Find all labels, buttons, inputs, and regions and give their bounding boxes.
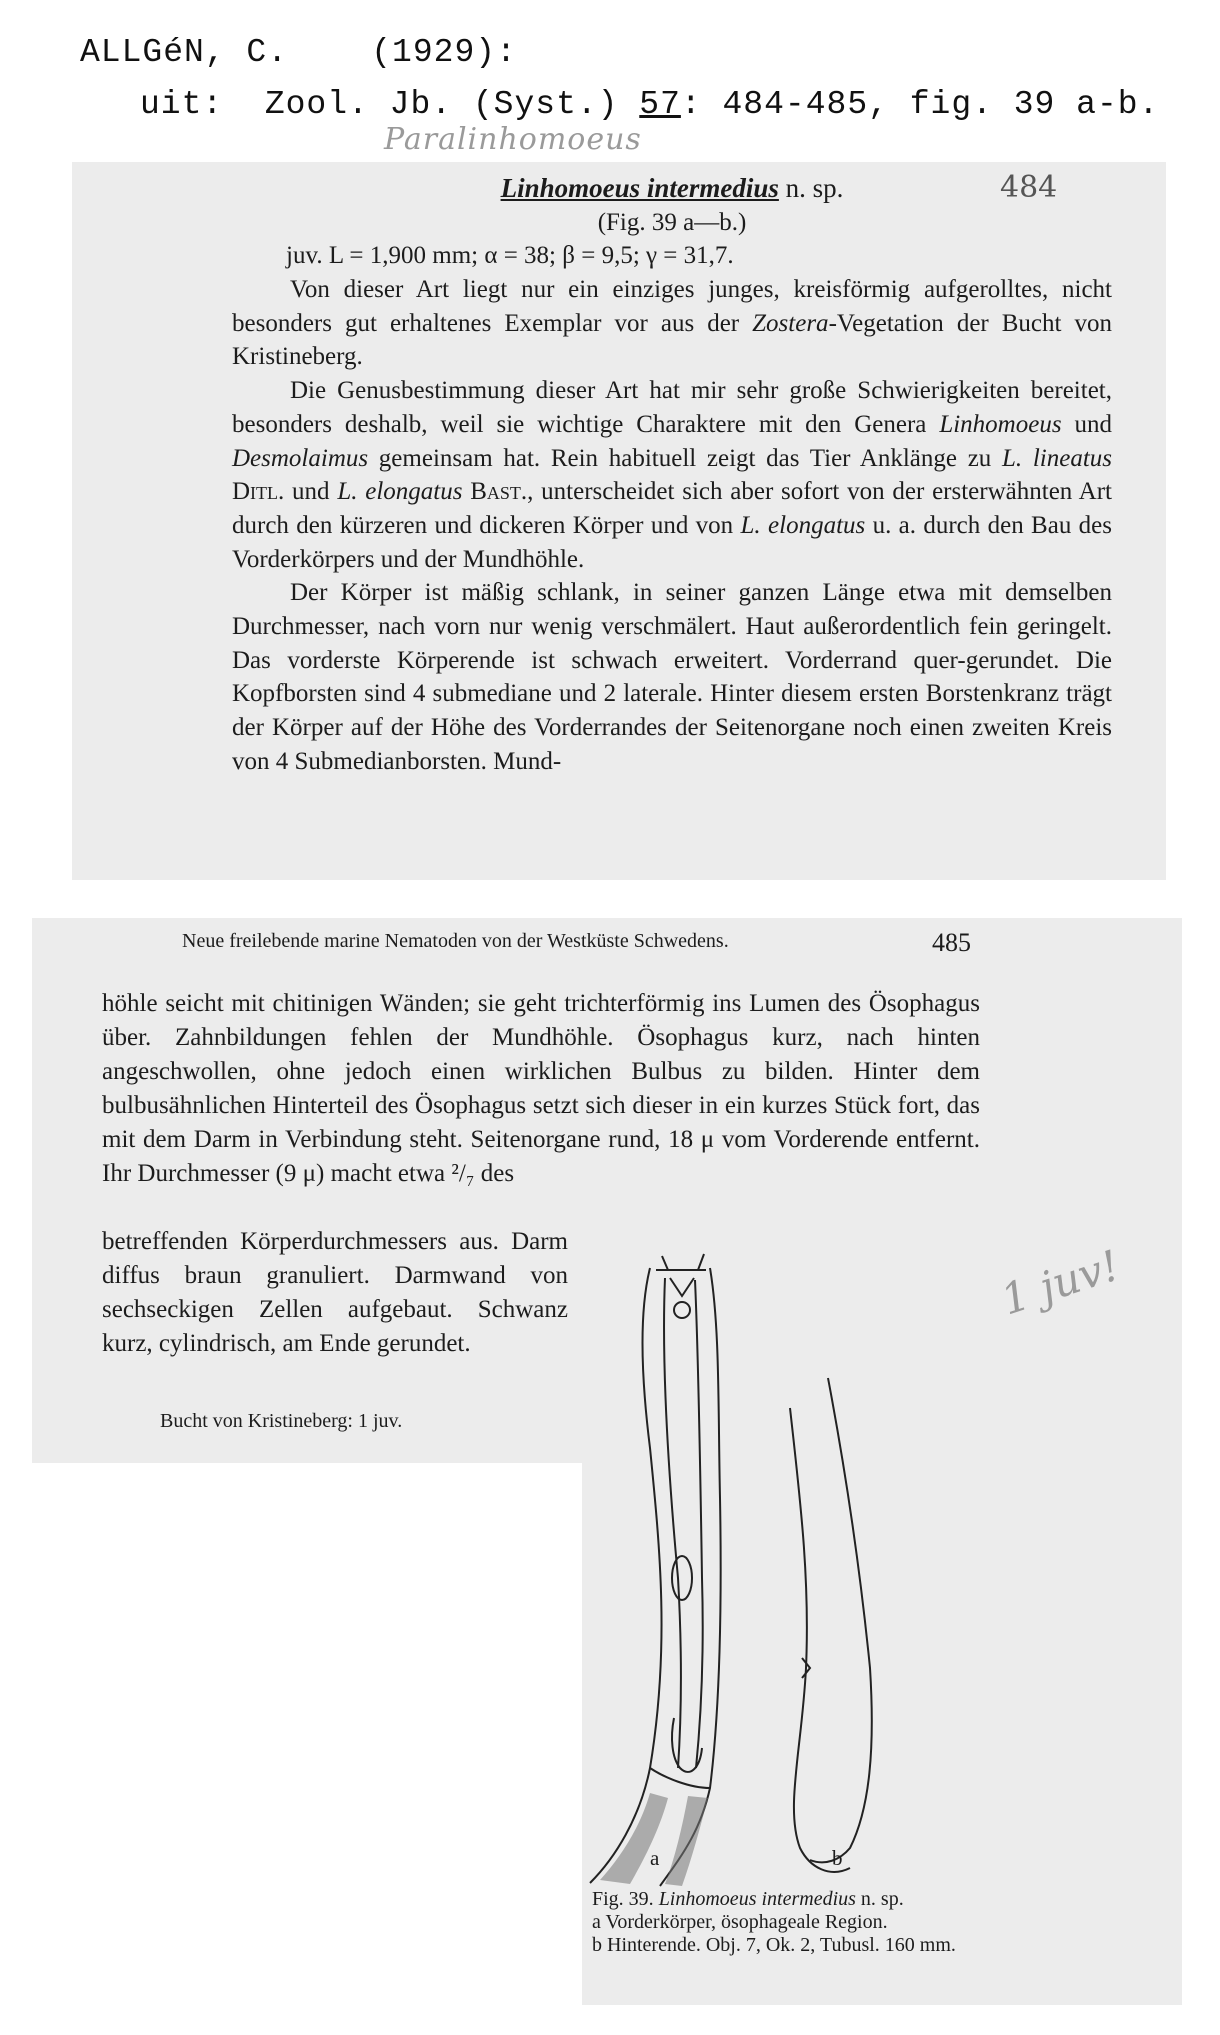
page-485-text: [102, 987, 980, 1191]
figure-label-a: a: [650, 1846, 660, 1870]
citation-pages: : 484-485, fig. 39 a-b.: [680, 86, 1160, 123]
intestine-granules: [600, 1793, 708, 1886]
page-number: 485: [932, 928, 971, 957]
paragraph-mouth: höhle seicht mit chitinigen Wänden; sie geht trichterförmig ins Lumen des Ösophagus über. Zahnbildungen fehlen der Mundhöhle. Ösophagus kurz, nach hinten angeschwollen, ohne jedoch einen wirklichen Bulbus zu bilden. Hinter dem bulbusähnlichen Hinterteil des Ösophagus setzt sich dieser in ein kurzes Stück fort, das mit dem Darm in Verbindung steht. Seitenorgane rund, 18 μ vom Vorderende entfernt. Ihr Durchmesser (9 μ) macht etwa ²/₇ des: [102, 990, 980, 1187]
paragraph-intestine: betreffenden Körperdurchmessers aus. Darm diffus braun granuliert. Darmwand von sechseckigen Zellen aufgebaut. Schwanz kurz, cylindrisch, am Ende gerundet.: [102, 1228, 568, 1357]
citation-author-year: ALLGéN, C. (1929):: [80, 34, 517, 71]
nematode-figure: [570, 1248, 1010, 1888]
species-title: [232, 172, 1112, 206]
handwritten-juv-note: 1 juv!: [995, 1240, 1126, 1325]
figure-b-tail: [790, 1378, 872, 1872]
measurements: juv. L = 1,900 mm; α = 38; β = 9,5; γ = 31,7.: [286, 242, 734, 270]
handwritten-genus: Paralinhomoeus: [384, 122, 642, 157]
figure-a-anterior: [590, 1254, 721, 1886]
figure-reference: (Fig. 39 a—b.): [597, 208, 747, 236]
handwritten-page-number: 484: [1000, 170, 1058, 205]
citation-source: [140, 86, 1159, 123]
locality: Bucht von Kristineberg: 1 juv.: [160, 1410, 403, 1432]
figure-caption: Fig. 39. Linhomoeus intermedius n. sp. a Vorderkörper, ösophageale Region. b Hinterende. Obj. 7, Ok. 2, Tubusl. 160 mm.: [592, 1888, 956, 1956]
running-head: Neue freilebende marine Nematoden von der Westküste Schwedens.: [182, 930, 729, 952]
paragraph-body: Der Körper ist mäßig schlank, in seiner ganzen Länge etwa mit demselben Durchmesser, nach vorn nur wenig verschmälert. Haut außerordentlich fein geringelt. Das vorderste Körperende ist schwach erweitert. Vorderrand quer-gerundet. Die Kopfborsten sind 4 submediane und 2 laterale. Hinter diesem ersten Borstenkranz trägt der Körper auf der Höhe des Vorderrandes der Seitenorgane noch einen zweiten Kreis von 4 Submedianborsten. Mund-: [232, 579, 1112, 775]
page-484-body: [232, 273, 1112, 779]
species-name: Linhomoeus intermedius: [500, 173, 779, 203]
citation-volume: 57: [639, 86, 681, 123]
page-485-narrow-text: [102, 1225, 568, 1361]
citation-journal: uit: Zool. Jb. (Syst.): [140, 86, 640, 123]
species-suffix: n. sp.: [778, 173, 844, 203]
paragraph-genus: Die Genusbestimmung dieser Art hat mir sehr große Schwierigkeiten bereitet, besonders deshalb, weil sie wichtige Charaktere mit den Genera Linhomoeus und Desmolaimus gemeinsam hat. Rein habituell zeigt das Tier Anklänge zu L. lineatus Ditl. und L. elongatus Bast., unterscheidet sich aber sofort von der ersterwähnten Art durch den kürzeren und dickeren Körper und von L. elongatus u. a. durch den Bau des Vorderkörpers und der Mundhöhle.: [232, 377, 1113, 573]
paragraph-specimen: Von dieser Art liegt nur ein einziges junges, kreisförmig aufgerolltes, nicht besonders gut erhaltenes Exemplar vor aus der Zostera-Vegetation der Bucht von Kristineberg.: [232, 276, 1112, 371]
figure-label-b: b: [832, 1846, 843, 1870]
page-484-text: [232, 172, 1112, 273]
